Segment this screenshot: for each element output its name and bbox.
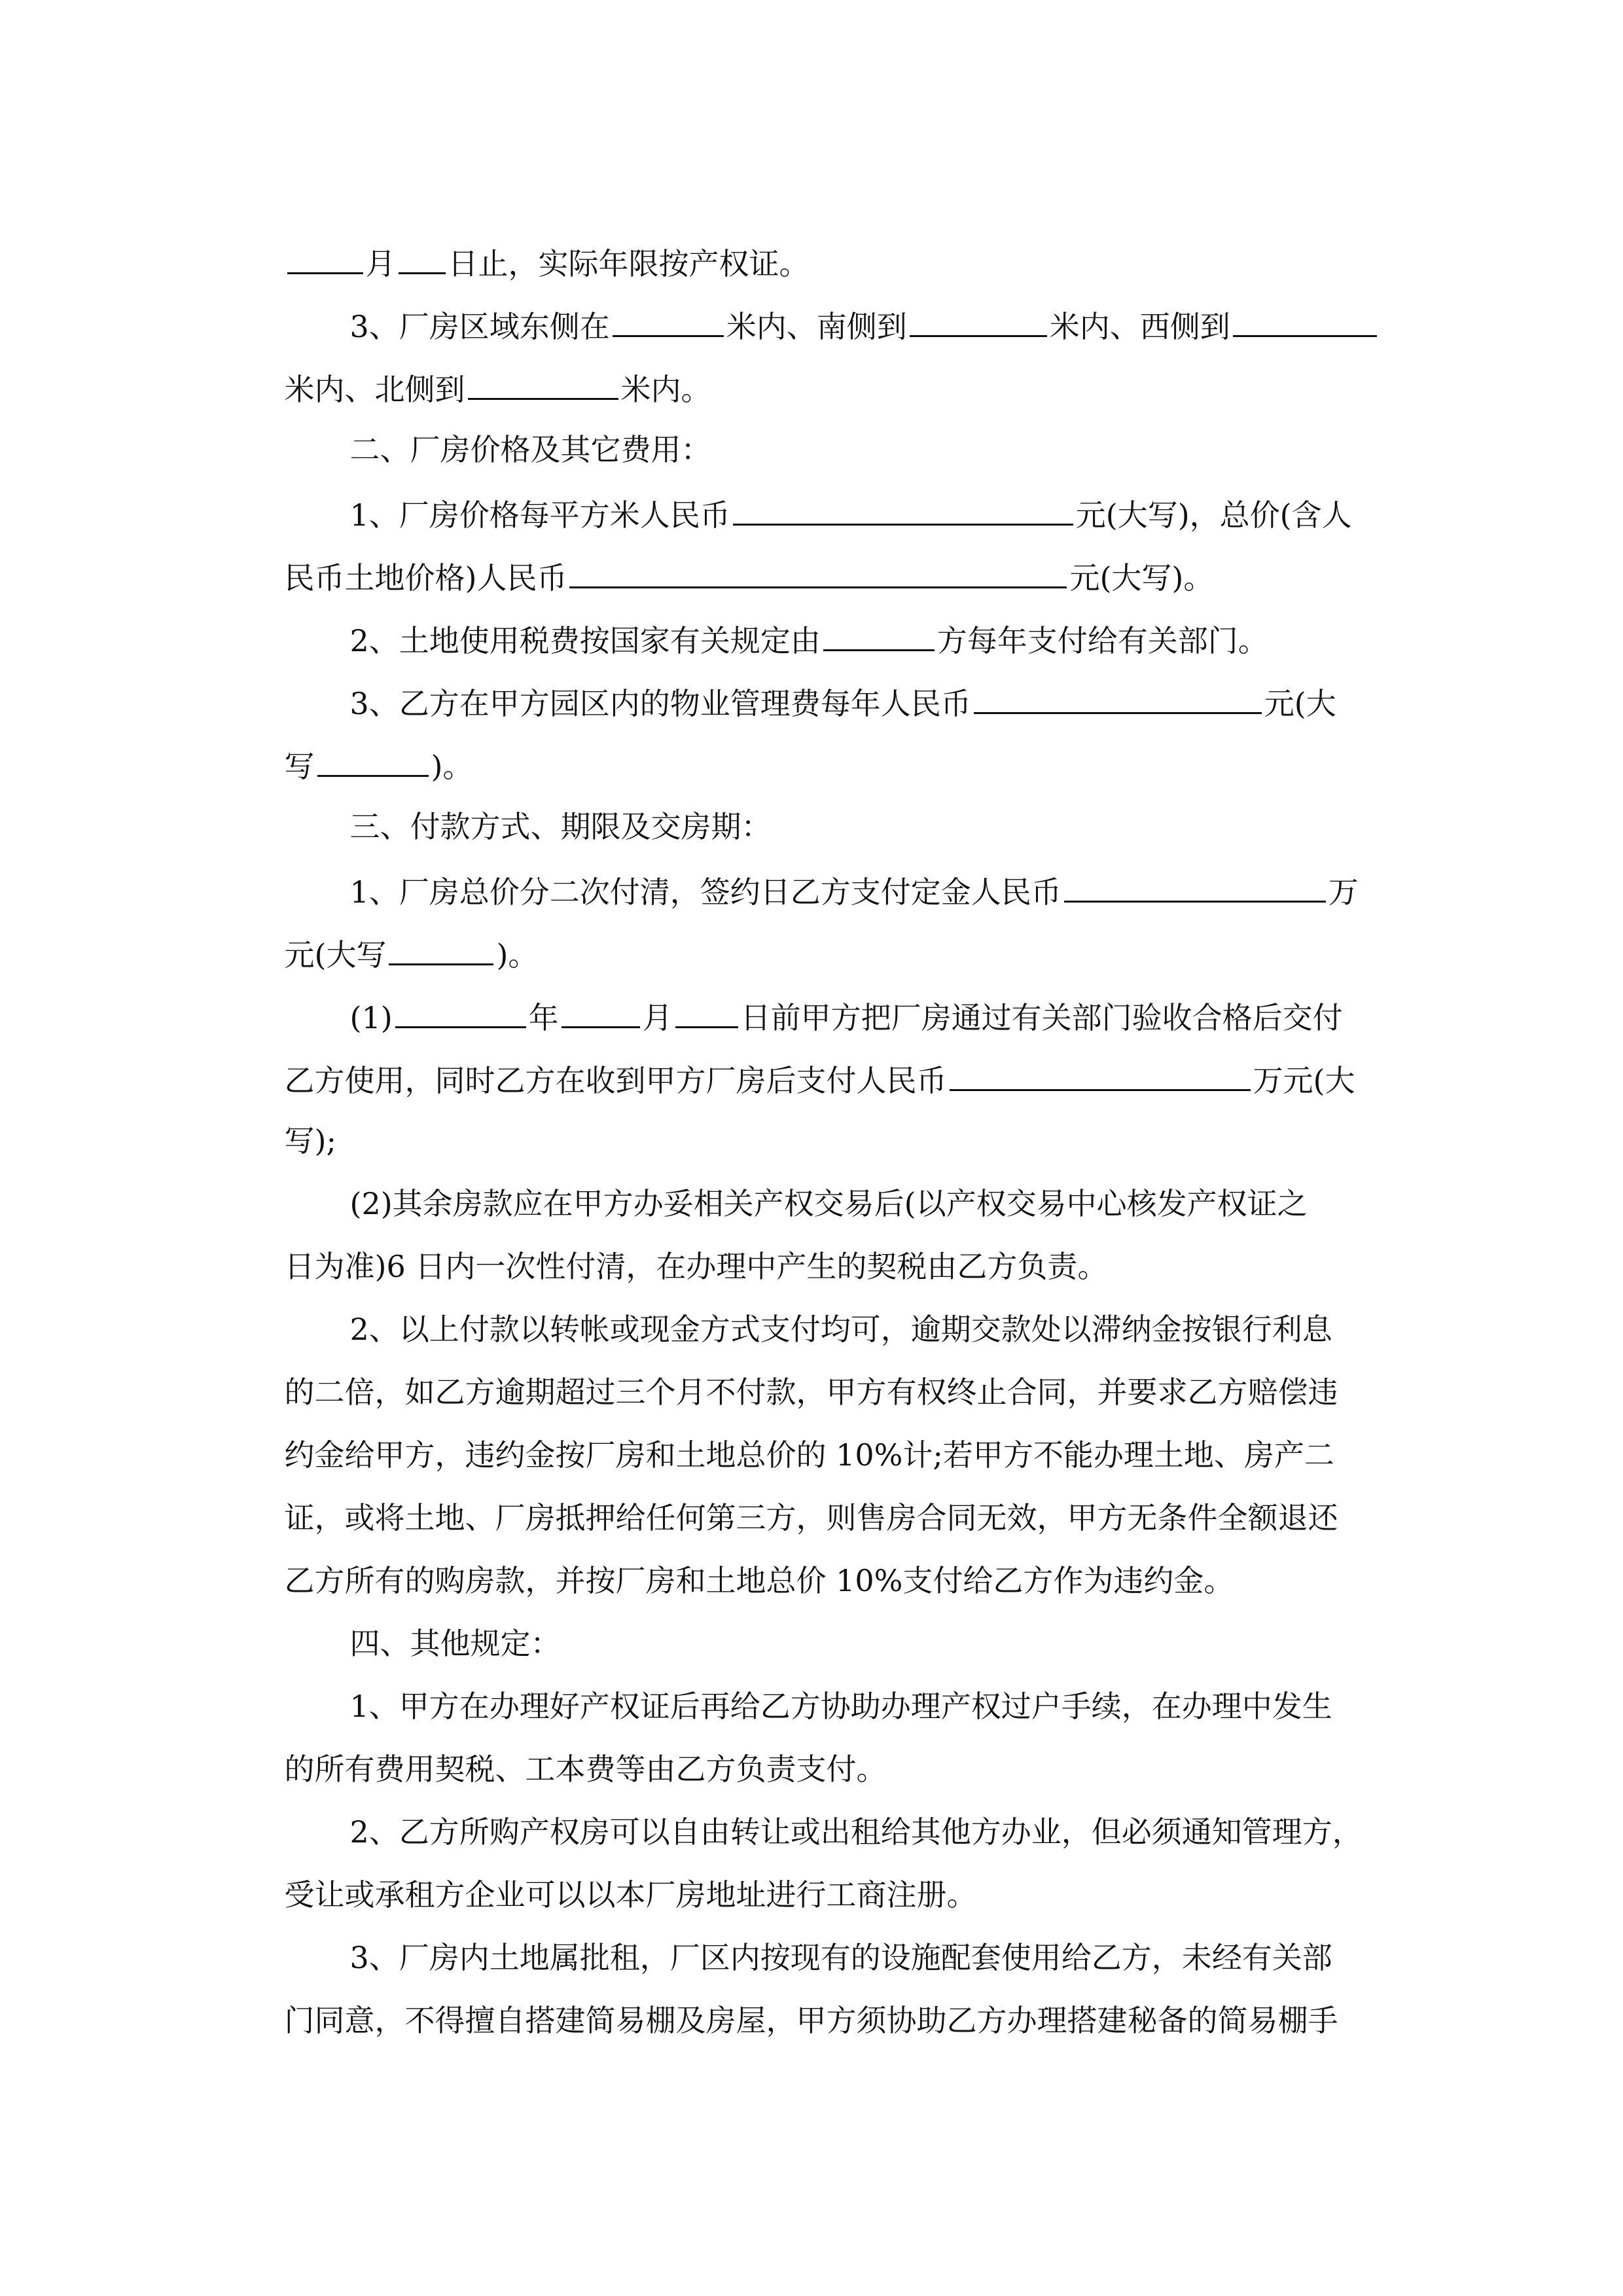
blank-field xyxy=(562,1000,640,1028)
text-segment: 日前甲方把厂房通过有关部门验收合格后交付 xyxy=(740,1000,1343,1035)
blank-field xyxy=(468,372,618,400)
text-segment: (2)其余房款应在甲方办妥相关产权交易后(以产权交易中心核发产权证之 xyxy=(349,1186,1308,1221)
blank-field xyxy=(389,937,493,965)
blank-field xyxy=(317,749,429,777)
blank-field xyxy=(950,1063,1251,1091)
blank-field xyxy=(974,686,1262,714)
text-segment: 元(大 xyxy=(1264,686,1336,721)
text-segment: 三、付款方式、期限及交房期： xyxy=(349,809,772,844)
text-segment: )。 xyxy=(431,749,473,784)
blank-field xyxy=(1064,874,1326,903)
text-segment: 元(大写)。 xyxy=(1069,560,1214,596)
text-segment: 3、厂房区域东侧在 xyxy=(349,309,610,344)
text-segment: 万 xyxy=(1328,874,1359,910)
text-segment: 2、土地使用税费按国家有关规定由 xyxy=(349,623,821,658)
text-segment: 日止，实际年限按产权证。 xyxy=(448,246,810,281)
text-line xyxy=(246,1975,1338,2066)
blank-field xyxy=(910,309,1047,337)
text-segment: 米内、北侧到 xyxy=(284,372,465,407)
text-segment: 约金给甲方，违约金按厂房和土地总价的 10%计;若甲方不能办理土地、房产二 xyxy=(284,1437,1334,1473)
text-segment: 2、以上付款以转帐或现金方式支付均可，逾期交款处以滞纳金按银行利息 xyxy=(349,1312,1332,1347)
blank-field xyxy=(1233,309,1377,337)
text-segment: 乙方使用，同时乙方在收到甲方厂房后支付人民币 xyxy=(284,1063,947,1098)
blank-field xyxy=(399,246,446,274)
text-segment: 米内、西侧到 xyxy=(1049,309,1230,344)
text-segment: 方每年支付给有关部门。 xyxy=(936,623,1268,658)
blank-field xyxy=(569,560,1067,588)
text-segment: 证，或将土地、厂房抵押给任何第三方，则售房合同无效，甲方无条件全额退还 xyxy=(284,1500,1338,1535)
text-segment: 月 xyxy=(365,246,396,281)
text-segment: 日为准)6 日内一次性付清，在办理中产生的契税由乙方负责。 xyxy=(284,1249,1108,1284)
text-segment: 月 xyxy=(642,1000,673,1035)
text-segment: 1、甲方在办理好产权证后再给乙方协助办理产权过户手续，在办理中发生 xyxy=(349,1689,1332,1724)
blank-field xyxy=(613,309,724,337)
text-segment: 2、乙方所购产权房可以自由转让或出租给其他方办业，但必须通知管理方， xyxy=(349,1814,1363,1850)
text-segment: 元(大写)，总价(含人 xyxy=(1075,497,1352,533)
text-segment: 二、厂房价格及其它费用： xyxy=(349,432,711,467)
text-segment: 写); xyxy=(284,1123,336,1158)
blank-field xyxy=(395,1000,526,1028)
text-segment: 3、厂房内土地属批租，厂区内按现有的设施配套使用给乙方，未经有关部 xyxy=(349,1940,1332,1975)
text-segment: 元(大写 xyxy=(284,937,387,973)
text-segment: 四、其他规定： xyxy=(349,1626,561,1661)
text-segment: 写 xyxy=(284,749,315,784)
text-segment: 万元(大 xyxy=(1253,1063,1355,1098)
text-segment: 乙方所有的购房款，并按厂房和土地总价 10%支付给乙方作为违约金。 xyxy=(284,1563,1234,1598)
text-segment: 米内。 xyxy=(620,372,711,407)
blank-field xyxy=(675,1000,738,1028)
text-segment: 1、厂房价格每平方米人民币 xyxy=(349,497,730,533)
text-line xyxy=(246,1033,1355,1126)
text-segment: 1、厂房总价分二次付清，签约日乙方支付定金人民币 xyxy=(349,874,1061,910)
text-segment: 的所有费用契税、工本费等由乙方负责支付。 xyxy=(284,1751,887,1787)
text-segment: 受让或承租方企业可以以本厂房地址进行工商注册。 xyxy=(284,1877,977,1912)
text-segment: 年 xyxy=(528,1000,559,1035)
text-segment: 3、乙方在甲方园区内的物业管理费每年人民币 xyxy=(349,686,971,721)
text-segment: 门同意，不得擅自搭建简易棚及房屋，甲方须协助乙方办理搭建秘备的简易棚手 xyxy=(284,2003,1338,2038)
blank-field xyxy=(733,497,1073,526)
text-segment: (1) xyxy=(349,1000,393,1035)
text-segment: )。 xyxy=(496,937,539,973)
text-segment: 的二倍，如乙方逾期超过三个月不付款，甲方有权终止合同，并要求乙方赔偿违 xyxy=(284,1374,1338,1410)
text-segment: 民币土地价格)人民币 xyxy=(284,560,567,596)
blank-field xyxy=(823,623,935,651)
text-segment: 米内、南侧到 xyxy=(726,309,907,344)
blank-field xyxy=(287,246,363,274)
